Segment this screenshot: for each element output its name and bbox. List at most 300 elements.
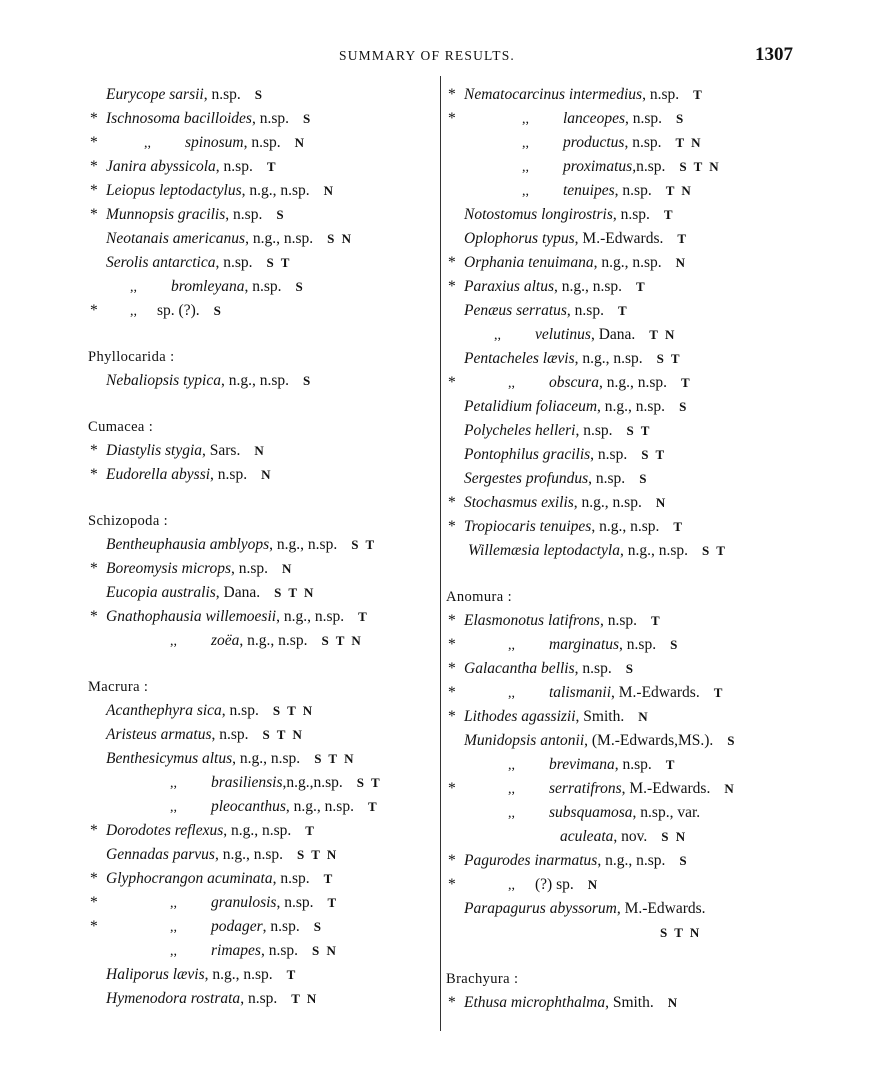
entry-body xyxy=(106,533,376,557)
entry-body xyxy=(106,723,304,747)
species-name: Dorodotes reflexus xyxy=(106,822,224,839)
station-codes: T xyxy=(305,823,316,838)
taxonomic-note: , n.sp. xyxy=(215,254,253,271)
species-entry xyxy=(446,825,796,849)
new-record-asterisk: * xyxy=(448,86,456,103)
species-entry xyxy=(88,771,436,795)
ditto-mark: ,, xyxy=(508,686,515,701)
entry-body xyxy=(508,873,599,898)
section-heading-text: Phyllocarida : xyxy=(88,349,175,365)
species-name: zoëa xyxy=(211,632,240,649)
entry-body xyxy=(660,921,701,945)
station-codes: S T xyxy=(351,537,377,552)
species-entry xyxy=(446,179,796,203)
new-record-asterisk: * xyxy=(90,918,98,935)
species-entry xyxy=(446,873,796,897)
species-entry xyxy=(88,795,436,819)
entry-body xyxy=(508,681,724,706)
species-entry xyxy=(446,777,796,801)
entry-body xyxy=(130,299,223,324)
taxonomic-note: , n.g., n.sp. xyxy=(573,494,642,511)
species-entry xyxy=(446,467,796,491)
species-entry xyxy=(446,419,796,443)
taxonomic-note: , M.-Edwards. xyxy=(616,900,706,917)
species-entry xyxy=(88,299,436,323)
station-codes: S xyxy=(679,399,689,414)
new-record-asterisk: * xyxy=(448,876,456,893)
taxonomic-note: , n.sp. xyxy=(260,942,298,959)
taxonomic-note: , n.sp. xyxy=(210,466,248,483)
species-name: Oplophorus typus xyxy=(464,230,575,247)
new-record-asterisk: * xyxy=(448,518,456,535)
taxonomic-note: , n.sp. xyxy=(262,918,300,935)
column-divider xyxy=(440,76,441,1031)
entry-body xyxy=(464,251,687,275)
ditto-mark: ,, xyxy=(508,376,515,391)
station-codes: S T xyxy=(641,447,667,462)
species-entry xyxy=(446,897,796,921)
station-codes: T xyxy=(617,303,629,318)
species-name: Glyphocrangon acuminata xyxy=(106,870,273,887)
entry-body xyxy=(106,463,272,487)
taxonomic-note: , n.g., n.sp. xyxy=(245,230,314,247)
species-name: Munidopsis antonii xyxy=(464,732,585,749)
entry-body xyxy=(106,203,286,227)
species-name: Leiopus leptodactylus xyxy=(106,182,242,199)
species-entry xyxy=(446,991,796,1015)
species-entry xyxy=(446,323,796,347)
taxonomic-note: , Dana. xyxy=(215,584,261,601)
entry-body xyxy=(522,155,721,180)
station-codes: S T N xyxy=(679,159,721,174)
taxonomic-note: , n.sp. xyxy=(574,660,612,677)
station-codes: N xyxy=(724,781,736,796)
entry-body xyxy=(508,801,700,826)
station-codes: S T xyxy=(266,255,292,270)
entry-body xyxy=(464,991,679,1015)
station-codes: S xyxy=(254,87,265,102)
station-codes: N xyxy=(655,495,668,510)
entry-body xyxy=(464,897,706,921)
entry-body xyxy=(106,867,334,891)
species-entry xyxy=(446,227,796,251)
taxonomic-note: , n.sp. xyxy=(251,110,289,127)
species-name: lanceopes xyxy=(563,110,625,127)
taxonomic-note: , (M.-Edwards,MS.). xyxy=(584,732,714,749)
species-name: tenuipes xyxy=(563,182,615,199)
section-heading-text: Schizopoda : xyxy=(88,513,169,529)
species-name: Paraxius altus xyxy=(464,278,554,295)
station-codes: N xyxy=(675,255,688,270)
station-codes: T N xyxy=(291,991,319,1006)
species-entry xyxy=(88,107,436,131)
entry-body xyxy=(464,849,689,873)
station-codes: S T N xyxy=(660,925,702,940)
taxonomic-note: , M.-Edwards. xyxy=(621,780,711,797)
ditto-mark: ,, xyxy=(170,944,177,959)
taxonomic-note: , n.sp. xyxy=(612,206,650,223)
station-codes: S xyxy=(670,637,680,652)
new-record-asterisk: * xyxy=(448,110,456,127)
species-name: Polycheles helleri xyxy=(464,422,576,439)
taxonomic-note: , n.sp. xyxy=(276,894,314,911)
station-codes: S N xyxy=(661,829,688,844)
species-entry xyxy=(446,849,796,873)
station-codes: S T xyxy=(702,543,727,558)
section-heading-text: Macrura : xyxy=(88,679,149,695)
taxonomic-note: , n.g., n.sp. xyxy=(593,254,662,271)
taxonomic-note: , n.sp. xyxy=(599,612,637,629)
new-record-asterisk: * xyxy=(448,278,456,295)
species-entry xyxy=(88,915,436,939)
entry-body xyxy=(464,395,688,419)
taxonomic-note: , Dana. xyxy=(590,326,636,343)
species-name: brasiliensis xyxy=(211,774,283,791)
section-heading xyxy=(88,675,436,699)
species-name: spinosum xyxy=(185,134,244,151)
taxonomic-note: , n.sp. xyxy=(588,470,626,487)
entry-body xyxy=(508,777,736,802)
entry-body xyxy=(106,819,316,843)
entry-body xyxy=(464,609,662,633)
entry-body xyxy=(106,963,297,987)
section-heading-text: Cumacea : xyxy=(88,419,154,435)
species-entry xyxy=(88,605,436,629)
new-record-asterisk: * xyxy=(448,636,456,653)
entry-body xyxy=(106,557,293,581)
running-title: SUMMARY OF RESULTS. xyxy=(339,48,515,63)
species-name: Pontophilus gracilis xyxy=(464,446,591,463)
new-record-asterisk: * xyxy=(90,894,98,911)
species-entry xyxy=(88,867,436,891)
taxonomic-note: , n.g., n.sp. xyxy=(232,750,301,767)
station-codes: N xyxy=(261,467,273,482)
species-name: bromleyana xyxy=(171,278,245,295)
entry-body xyxy=(464,729,737,753)
entry-body xyxy=(464,419,651,443)
new-record-asterisk: * xyxy=(448,254,456,271)
species-name: talismanii xyxy=(549,684,612,701)
station-codes: S xyxy=(295,279,305,294)
species-entry xyxy=(446,753,796,777)
taxonomic-note: , n.sp. xyxy=(642,86,680,103)
species-entry xyxy=(88,963,436,987)
taxonomic-note: , n.sp. xyxy=(215,158,253,175)
entry-body xyxy=(464,443,666,467)
species-entry xyxy=(446,371,796,395)
new-record-asterisk: * xyxy=(90,442,98,459)
species-entry xyxy=(88,83,436,107)
taxonomic-note: , n.g., n.sp. xyxy=(276,608,345,625)
station-codes: T xyxy=(266,159,278,174)
species-entry xyxy=(88,843,436,867)
ditto-mark: ,, xyxy=(522,136,529,151)
entry-body xyxy=(494,323,676,348)
ditto-mark: ,, xyxy=(508,878,515,893)
species-entry xyxy=(88,251,436,275)
taxonomic-note: , n.sp. xyxy=(590,446,628,463)
new-record-asterisk: * xyxy=(90,134,98,151)
new-record-asterisk: * xyxy=(90,158,98,175)
page-number: 1307 xyxy=(755,44,793,65)
station-codes: N xyxy=(667,995,680,1010)
station-codes: N xyxy=(323,183,336,198)
station-codes: S xyxy=(679,853,689,868)
station-codes: T xyxy=(358,609,369,624)
new-record-asterisk: * xyxy=(448,374,456,391)
entry-body xyxy=(106,227,353,251)
new-record-asterisk: * xyxy=(90,110,98,127)
species-name: Hymenodora rostrata xyxy=(106,990,241,1007)
entry-body xyxy=(144,131,306,156)
entry-body xyxy=(106,369,312,393)
new-record-asterisk: * xyxy=(90,302,98,319)
species-name: marginatus xyxy=(549,636,620,653)
species-name: obscura xyxy=(549,374,599,391)
station-codes: N xyxy=(254,443,266,458)
taxonomic-note: , n.sp. xyxy=(240,990,278,1007)
new-record-asterisk: * xyxy=(448,708,456,725)
new-record-asterisk: * xyxy=(90,870,98,887)
entry-body xyxy=(522,107,685,132)
station-codes: T xyxy=(713,685,725,700)
taxonomic-note: , n.g., n.sp. xyxy=(239,632,308,649)
section-heading-text: Anomura : xyxy=(446,589,513,605)
new-record-asterisk: * xyxy=(448,684,456,701)
ditto-mark: ,, xyxy=(170,800,177,815)
species-name: productus xyxy=(563,134,625,151)
species-entry xyxy=(446,801,796,825)
species-name: Ischnosoma bacilloides xyxy=(106,110,252,127)
section-heading xyxy=(88,345,436,369)
station-codes: S xyxy=(676,111,686,126)
species-name: velutinus xyxy=(535,326,591,343)
station-codes: T xyxy=(681,375,692,390)
station-codes: T xyxy=(323,871,335,886)
page-header xyxy=(0,44,880,74)
species-name: Sergestes profundus xyxy=(464,470,589,487)
station-codes: T N xyxy=(665,183,693,198)
entry-body xyxy=(464,705,650,729)
section-heading xyxy=(88,415,436,439)
station-codes: S T xyxy=(626,423,652,438)
station-codes: T xyxy=(693,87,704,102)
station-codes: S xyxy=(625,661,635,676)
station-codes: S T N xyxy=(274,585,316,600)
taxonomic-note: , Smith. xyxy=(605,994,654,1011)
taxonomic-note: , n.sp., var. xyxy=(632,804,701,821)
species-entry xyxy=(88,939,436,963)
station-codes: S T N xyxy=(314,751,356,766)
station-codes: T xyxy=(286,967,298,982)
left-column xyxy=(88,83,436,1011)
taxonomic-note: , n.g., n.sp. xyxy=(223,822,292,839)
taxonomic-note: , n.g., n.sp. xyxy=(241,182,310,199)
species-name: Galacantha bellis xyxy=(464,660,575,677)
species-entry xyxy=(446,155,796,179)
entry-body xyxy=(106,605,369,629)
species-name: Notostomus longirostris xyxy=(464,206,613,223)
taxonomic-note: ,n.sp. xyxy=(632,158,666,175)
station-codes: S T N xyxy=(321,633,363,648)
taxonomic-note: , n.g., n.sp. xyxy=(597,852,666,869)
taxonomic-note: , n.sp. xyxy=(243,134,281,151)
station-codes: N xyxy=(282,561,294,576)
species-name: Nebaliopsis typica xyxy=(106,372,221,389)
species-name: Diastylis stygia xyxy=(106,442,203,459)
station-codes: S T xyxy=(656,351,682,366)
entry-body xyxy=(464,203,675,227)
entry-body xyxy=(560,825,687,849)
entry-body xyxy=(106,251,291,275)
section-heading-text: Brachyura : xyxy=(446,971,519,987)
species-name: rimapes xyxy=(211,942,261,959)
station-codes: T xyxy=(636,279,647,294)
station-codes: N xyxy=(587,877,600,892)
right-column xyxy=(446,83,796,1015)
taxonomic-note: , n.g., n.sp. xyxy=(269,536,338,553)
species-name: aculeata xyxy=(560,828,614,845)
species-entry xyxy=(446,83,796,107)
entry-body xyxy=(170,771,382,796)
species-name: Penæus serratus xyxy=(464,302,567,319)
entry-body xyxy=(522,131,703,156)
entry-body xyxy=(106,581,315,605)
entry-body xyxy=(106,179,335,203)
taxonomic-note: , n.g., n.sp. xyxy=(220,372,289,389)
ditto-mark: ,, xyxy=(170,776,177,791)
entry-body xyxy=(170,891,338,916)
taxonomic-note: sp. (?). xyxy=(157,302,200,319)
species-name: Janira abyssicola xyxy=(106,158,216,175)
species-name: Ethusa microphthalma xyxy=(464,994,606,1011)
entry-body xyxy=(170,795,379,820)
station-codes: T xyxy=(663,207,675,222)
station-codes: S xyxy=(727,733,737,748)
species-name: Orphania tenuimana xyxy=(464,254,594,271)
species-name: Pentacheles lævis xyxy=(464,350,575,367)
species-entry xyxy=(446,657,796,681)
species-entry xyxy=(88,891,436,915)
ditto-mark: ,, xyxy=(522,160,529,175)
ditto-mark: ,, xyxy=(508,806,515,821)
entry-body xyxy=(106,439,266,463)
station-codes: S T N xyxy=(272,703,315,718)
species-name: subsquamosa xyxy=(549,804,633,821)
species-name: Nematocarcinus intermedius xyxy=(464,86,643,103)
station-codes: S xyxy=(639,471,649,486)
entry-body xyxy=(106,987,318,1011)
entry-body xyxy=(106,107,312,131)
species-entry xyxy=(446,347,796,371)
entry-body xyxy=(464,83,704,107)
ditto-mark: ,, xyxy=(130,304,137,319)
station-codes: S N xyxy=(327,231,353,246)
species-entry xyxy=(446,251,796,275)
section-heading xyxy=(88,509,436,533)
species-entry xyxy=(88,439,436,463)
species-name: Aristeus armatus xyxy=(106,726,212,743)
species-name: Gnathophausia willemoesii xyxy=(106,608,277,625)
taxonomic-note: , n.sp. xyxy=(231,560,269,577)
species-entry xyxy=(446,275,796,299)
species-name: podager xyxy=(211,918,263,935)
taxonomic-note: , n.sp. xyxy=(221,702,259,719)
ditto-mark: ,, xyxy=(494,328,501,343)
entry-body xyxy=(464,227,688,251)
new-record-asterisk: * xyxy=(90,206,98,223)
species-name: Eurycope sarsii xyxy=(106,86,204,103)
species-name: brevimana xyxy=(549,756,615,773)
ditto-mark: ,, xyxy=(130,280,137,295)
new-record-asterisk: * xyxy=(448,994,456,1011)
species-entry xyxy=(446,299,796,323)
new-record-asterisk: * xyxy=(90,466,98,483)
species-entry xyxy=(88,581,436,605)
new-record-asterisk: * xyxy=(90,182,98,199)
section-heading xyxy=(446,967,796,991)
ditto-mark: ,, xyxy=(522,112,529,127)
new-record-asterisk: * xyxy=(448,660,456,677)
species-name: Parapagurus abyssorum xyxy=(464,900,617,917)
entry-body xyxy=(170,629,363,654)
ditto-mark: ,, xyxy=(170,920,177,935)
species-entry xyxy=(88,227,436,251)
entry-body xyxy=(106,843,338,867)
new-record-asterisk: * xyxy=(90,822,98,839)
species-name: serratifrons xyxy=(549,780,622,797)
taxonomic-note: , n.sp. xyxy=(624,110,663,127)
new-record-asterisk: * xyxy=(448,612,456,629)
entry-body xyxy=(106,155,278,179)
species-name: Lithodes agassizii xyxy=(464,708,576,725)
species-entry xyxy=(446,729,796,753)
ditto-mark: ,, xyxy=(170,634,177,649)
ditto-mark: ,, xyxy=(508,758,515,773)
taxonomic-note: , M.-Edwards. xyxy=(611,684,700,701)
station-codes: S xyxy=(313,919,323,934)
taxonomic-note: , n.sp. xyxy=(575,422,613,439)
entry-body xyxy=(130,275,305,300)
species-name: Elasmonotus latifrons xyxy=(464,612,600,629)
ditto-mark: ,, xyxy=(522,184,529,199)
taxonomic-note: , n.g., n.sp. xyxy=(598,374,667,391)
taxonomic-note: , n.g., n.sp. xyxy=(214,846,283,863)
taxonomic-note: ,n.g.,n.sp. xyxy=(282,774,343,791)
species-entry xyxy=(446,515,796,539)
taxonomic-note: , n.sp. xyxy=(203,86,241,103)
station-codes: T xyxy=(673,519,685,534)
new-record-asterisk: * xyxy=(90,560,98,577)
taxonomic-note: , Smith. xyxy=(575,708,625,725)
station-codes: S xyxy=(303,111,313,126)
station-codes: S T xyxy=(356,775,382,790)
taxonomic-note: , n.sp. xyxy=(624,134,662,151)
species-entry xyxy=(88,463,436,487)
species-name: Benthesicymus altus xyxy=(106,750,233,767)
species-entry xyxy=(88,819,436,843)
entry-body xyxy=(468,539,727,563)
species-entry xyxy=(88,629,436,653)
species-name: Willemæsia leptodactyla xyxy=(468,542,620,559)
taxonomic-note: , n.sp. xyxy=(244,278,282,295)
ditto-mark: ,, xyxy=(508,782,515,797)
taxonomic-note: , nov. xyxy=(613,828,648,845)
station-codes: T xyxy=(677,231,689,246)
new-record-asterisk: * xyxy=(448,780,456,797)
entry-body xyxy=(508,633,679,658)
station-codes: S xyxy=(213,303,223,318)
